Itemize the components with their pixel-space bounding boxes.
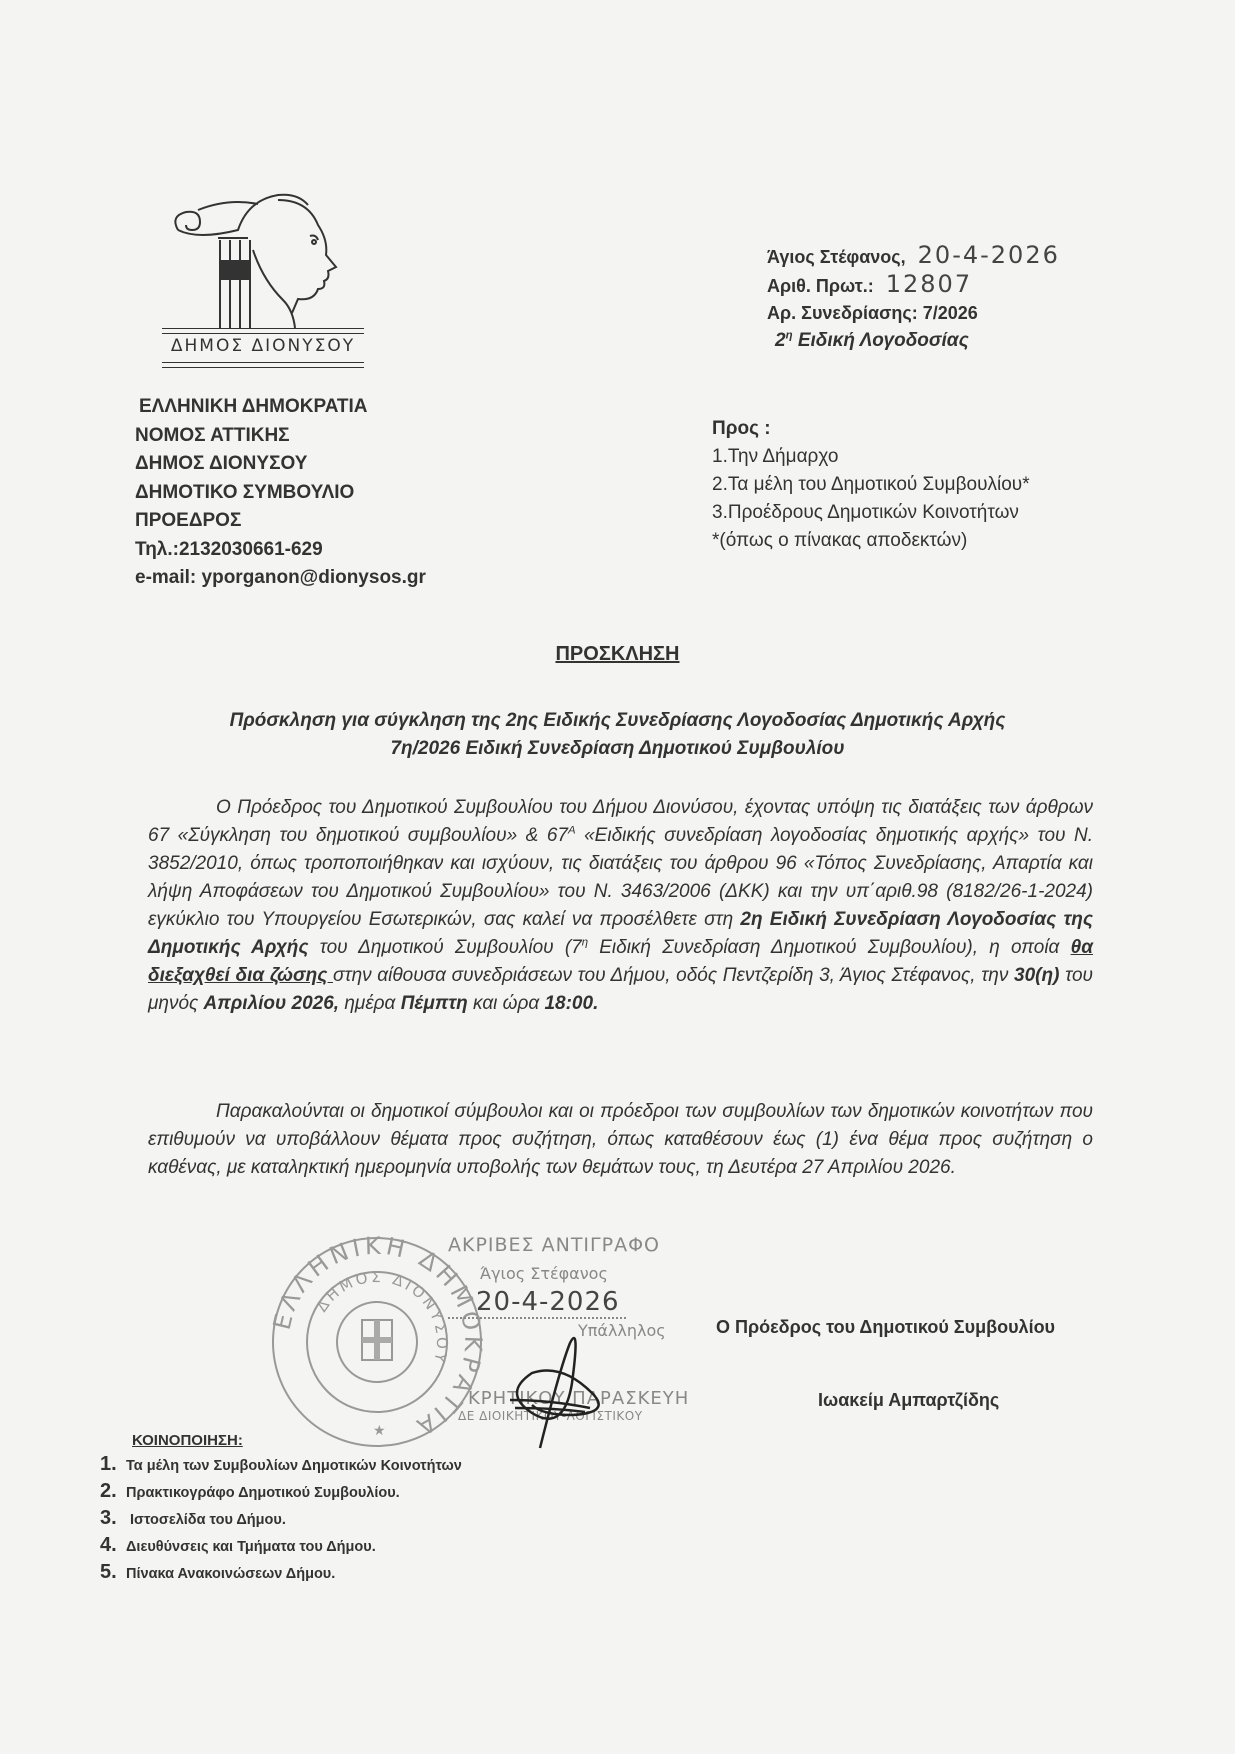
recipient-note: *(όπως ο πίνακας αποδεκτών) <box>712 530 968 551</box>
certified-copy-department: ΔΕ ΔΙΟΙΚΗΤΙΚΟΥ-ΛΟΓΙΣΤΙΚΟΥ <box>458 1409 643 1423</box>
meeting-day: 30(η) <box>1014 965 1060 986</box>
recipient-item: 1.Την Δήμαρχο <box>712 446 839 467</box>
cc-item: 1. Τα μέλη των Συμβουλίων Δημοτικών Κοινοτήτων <box>100 1453 462 1475</box>
issuer-block <box>135 393 426 593</box>
issuer-line: ΔΗΜΟΣ ΔΙΟΝΥΣΟΥ <box>135 453 308 474</box>
session-type: $2^\eta$ Ειδική Λογοδοσίας <box>775 329 969 351</box>
session-number: Αρ. Συνεδρίασης: 7/2026 <box>767 303 978 323</box>
handwritten-signature-icon <box>490 1330 630 1450</box>
issuer-line: ΠΡΟΕΔΡΟΣ <box>135 510 242 531</box>
meeting-time: 18:00. <box>544 993 599 1014</box>
signatory-title: Ο Πρόεδρος του Δημοτικού Συμβουλίου <box>716 1317 1056 1337</box>
logo-bar-bottom <box>162 362 364 368</box>
body-paragraph-topics: Παρακαλούνται οι δημοτικοί σύμβουλοι και οι πρόεδροι των συμβουλίων των δημοτικών κοινοτήτων που επιθυμούν να υποβάλλουν θέματα προς συζήτηση, όπως καταθέσουν έως (1) ένα θέμα προς συζήτηση ο καθένας, με καταληκτική ημερομηνία υποβολής των θεμάτων τους, τη Δευτέρα 27 Απριλίου 2026. <box>148 1101 1093 1178</box>
issuer-line: ΝΟΜΟΣ ΑΤΤΙΚΗΣ <box>135 424 290 446</box>
handwritten-date: 20-4-2026 <box>917 241 1060 269</box>
dionysus-head-column-icon <box>158 190 368 330</box>
recipients-block <box>712 415 1030 555</box>
handwritten-protocol-number: 12807 <box>885 270 973 298</box>
recipients-header: Προς : <box>712 418 771 439</box>
issuer-line: ΔΗΜΟΤΙΚΟ ΣΥΜΒΟΥΛΙΟ <box>135 481 355 503</box>
meeting-month: Απριλίου 2026, <box>203 993 340 1014</box>
municipality-logo <box>158 190 368 375</box>
recipient-item: 2.Τα μέλη του Δημοτικού Συμβουλίου* <box>712 474 1030 495</box>
signatory-name: Ιωακείμ Αμπαρτζίδης <box>818 1390 1000 1410</box>
issuer-line: ΕΛΛΗΝΙΚΗ ΔΗΜΟΚΡΑΤΙΑ <box>139 396 368 417</box>
cc-item: 5. Πίνακα Ανακοινώσεων Δήμου. <box>100 1561 336 1583</box>
cc-header: ΚΟΙΝΟΠΟΙΗΣΗ: <box>132 1432 243 1449</box>
protocol-label: Αριθ. Πρωτ.: <box>767 276 874 296</box>
place-label: Άγιος Στέφανος, <box>767 247 906 267</box>
subtitle-line: 7η/2026 Ειδική Συνεδρίαση Δημοτικού Συμβουλίου <box>390 738 845 759</box>
cc-block <box>100 1432 462 1587</box>
document-title: ΠΡΟΣΚΛΗΣΗ <box>555 643 680 665</box>
cc-item: 3. Ιστοσελίδα του Δήμου. <box>100 1507 286 1529</box>
document-subtitle <box>0 707 1235 763</box>
issuer-email: e-mail: yporganon@dionysos.gr <box>135 567 426 588</box>
in-person-note: θα διεξαχθεί δια ζώσης <box>148 937 1093 986</box>
cc-item: 4. Διευθύνσεις και Τμήματα του Δήμου. <box>100 1534 376 1556</box>
body-paragraph-invitation: Ο Πρόεδρος του Δημοτικού Συμβουλίου του Δήμου Διονύσου, έχοντας υπόψη τις διατάξεις των άρθρων 67 «Σύγκληση του δημοτικού συμβουλίου» & $67^A$ «Ειδικής συνεδρίαση λογοδοσίας δημοτικής αρχής» του Ν. 3852/2010, όπως τροποποιήθηκαν και ισχύουν, τις διατάξεις του άρθρου 96 «Τόπος Συνεδρίασης, Απαρτία και λήψη Αποφάσεων του Δημοτικού Συμβουλίου» του Ν. 3463/2006 (ΔΚΚ) και την υπ΄αριθ.98 (8182/26-1-2024) εγκύκλιο του Υπουργείου Εσωτερικών, σας καλεί να προσέλθετε στη 2η Ειδική Συνεδρίαση Λογοδοσίας της Δημοτικής Αρχής του Δημοτικού Συμβουλίου ($7^\eta$ Ειδική Συνεδρίαση Δημοτικού Συμβουλίου), η οποία θα διεξαχθεί δια ζώσης στην αίθουσα συνεδριάσεων του Δήμου, οδός Πεντζερίδη 3, Άγιος Στέφανος, την 30(η) του μηνός Απριλίου 2026, ημέρα Πέμπτη και ώρα 18:00. <box>148 797 1093 1014</box>
svg-text:★: ★ <box>373 1422 386 1438</box>
issuer-phone: Τηλ.:2132030661-629 <box>135 538 323 560</box>
svg-text:ΕΛΛΗΝΙΚΗ ΔΗΜΟΚΡΑΤΙΑ: ΕΛΛΗΝΙΚΗ ΔΗΜΟΚΡΑΤΙΑ <box>270 1235 485 1443</box>
logo-caption: ΔΗΜΟΣ ΔΙΟΝΥΣΟΥ <box>170 336 356 356</box>
cc-item: 2. Πρακτικογράφο Δημοτικού Συμβουλίου. <box>100 1480 400 1502</box>
certified-copy-date: 20-4-2026 <box>448 1287 626 1319</box>
certified-copy-place: Άγιος Στέφανος <box>480 1264 608 1283</box>
svg-text:ΔΗΜΟΣ ΔΙΟΝΥΣΟΥ: ΔΗΜΟΣ ΔΙΟΝΥΣΟΥ <box>312 1267 452 1368</box>
certified-copy-role: Υπάλληλος <box>578 1321 666 1340</box>
certified-copy-label: ΑΚΡΙΒΕΣ ΑΝΤΙΓΡΑΦΟ <box>448 1234 660 1256</box>
session-name: 2η Ειδική Συνεδρίαση Λογοδοσίας της Δημοτικής Αρχής <box>148 909 1093 958</box>
certified-copy-name: ΚΡΗΤΙΚΟΥ ΠΑΡΑΣΚΕΥΗ <box>468 1388 690 1409</box>
recipient-item: 3.Προέδρους Δημοτικών Κοινοτήτων <box>712 502 1019 523</box>
meeting-weekday: Πέμπτη <box>400 993 468 1014</box>
cc-list <box>100 1452 462 1587</box>
logo-bar-top <box>162 328 364 334</box>
subtitle-line: Πρόσκληση για σύγκληση της 2ης Ειδικής Συνεδρίασης Λογοδοσίας Δημοτικής Αρχής <box>229 710 1006 731</box>
document-meta <box>767 242 1060 354</box>
